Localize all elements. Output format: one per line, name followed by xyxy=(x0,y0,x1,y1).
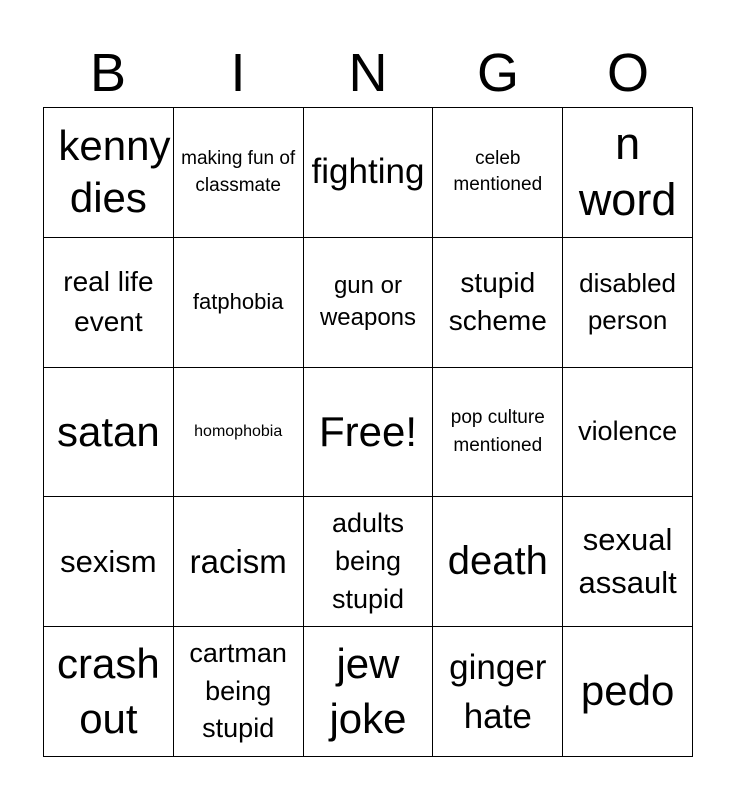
cell-text: celeb mentioned xyxy=(453,147,543,196)
header-letter-g: G xyxy=(476,43,519,103)
cell-text: crash out xyxy=(57,640,160,742)
bingo-cell[interactable] xyxy=(304,368,434,498)
cell-text: death xyxy=(447,539,548,584)
cell-text: ginger hate xyxy=(449,647,547,736)
bingo-cell[interactable] xyxy=(563,497,693,627)
cell-text: violence xyxy=(578,416,678,447)
bingo-cell[interactable] xyxy=(304,627,434,757)
cell-text: pop culture mentioned xyxy=(450,407,545,456)
cell-text: gun or weapons xyxy=(319,271,417,332)
cell-text: stupid scheme xyxy=(448,267,547,337)
cell-text: Free! xyxy=(318,407,417,455)
bingo-cell[interactable] xyxy=(44,368,174,498)
cell-text: pedo xyxy=(580,667,675,715)
bingo-cell[interactable] xyxy=(44,108,174,238)
cell-text: satan xyxy=(57,407,160,455)
cell-text: kenny dies xyxy=(58,121,171,222)
bingo-board xyxy=(43,107,693,757)
bingo-cell[interactable] xyxy=(174,108,304,238)
cell-text: jew joke xyxy=(329,640,407,742)
cell-text: homophobia xyxy=(194,422,283,440)
bingo-header xyxy=(43,40,693,106)
header-letter-n: N xyxy=(348,43,388,103)
cell-text: real life event xyxy=(63,265,154,338)
bingo-cell[interactable] xyxy=(433,108,563,238)
header-letter-i: I xyxy=(230,43,246,103)
bingo-cell[interactable] xyxy=(174,497,304,627)
cell-text: racism xyxy=(189,542,287,580)
bingo-cell[interactable] xyxy=(304,497,434,627)
bingo-cell[interactable] xyxy=(44,627,174,757)
cell-text: sexual assault xyxy=(578,522,677,600)
bingo-cell[interactable] xyxy=(563,368,693,498)
bingo-cell[interactable] xyxy=(433,368,563,498)
cell-text: adults being stupid xyxy=(331,508,405,614)
bingo-cell[interactable] xyxy=(563,108,693,238)
bingo-cell[interactable] xyxy=(304,108,434,238)
bingo-cell[interactable] xyxy=(563,627,693,757)
bingo-cell[interactable] xyxy=(44,497,174,627)
header-letter-b: B xyxy=(89,43,127,103)
bingo-cell[interactable] xyxy=(433,627,563,757)
bingo-cell[interactable] xyxy=(174,627,304,757)
cell-text: n word xyxy=(578,118,677,226)
bingo-cell[interactable] xyxy=(174,368,304,498)
bingo-cell[interactable] xyxy=(174,238,304,368)
cell-text: cartman being stupid xyxy=(189,637,287,744)
cell-text: fatphobia xyxy=(192,289,284,315)
cell-text: sexism xyxy=(60,543,157,579)
bingo-cell[interactable] xyxy=(44,238,174,368)
bingo-cell[interactable] xyxy=(304,238,434,368)
cell-text: making fun of classmate xyxy=(181,147,296,197)
header-letter-o: O xyxy=(606,43,649,103)
cell-text: disabled person xyxy=(579,267,677,336)
cell-text: fighting xyxy=(311,152,425,192)
bingo-cell[interactable] xyxy=(433,238,563,368)
bingo-cell[interactable] xyxy=(433,497,563,627)
bingo-cell[interactable] xyxy=(563,238,693,368)
